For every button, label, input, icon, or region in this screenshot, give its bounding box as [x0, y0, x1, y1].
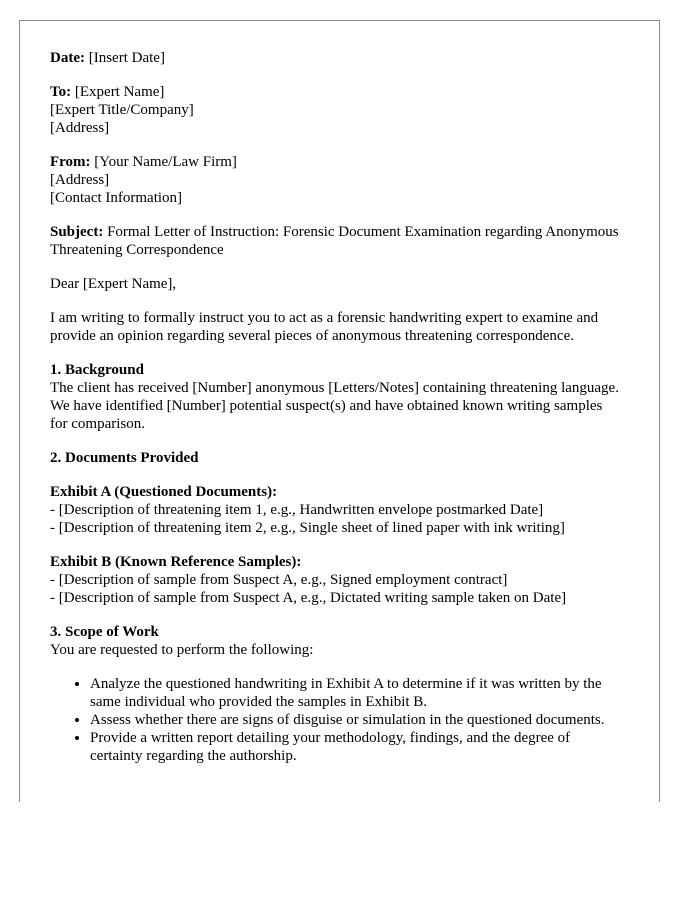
sender-block: [50, 153, 620, 207]
to-label: To:: [50, 84, 72, 100]
sender-contact: [Contact Information]: [50, 190, 183, 206]
exhibit-a-title: Exhibit A (Questioned Documents):: [50, 484, 278, 500]
scope-list-item: • Provide a written report detailing your methodology, findings, and the degree of certainty regarding the authorship.: [90, 729, 620, 765]
scope-intro: You are requested to perform the following:: [50, 642, 314, 658]
intro-paragraph: I am writing to formally instruct you to act as a forensic handwriting expert to examine and provide an opinion regarding several pieces of anonymous threatening correspondence.: [50, 310, 599, 344]
from-label: From:: [50, 154, 91, 170]
salutation: Dear [Expert Name],: [50, 276, 177, 292]
exhibit-b-section: [50, 553, 620, 607]
background-text: The client has received [Number] anonymous [Letters/Notes] containing threatening language. We have identified [Number] potential suspect(s) and have obtained known writing samples for comparison.: [50, 380, 619, 432]
exhibit-b-title: Exhibit B (Known Reference Samples):: [50, 554, 302, 570]
scope-list: [50, 675, 620, 765]
letter-page: [19, 20, 660, 802]
recipient-address: [Address]: [50, 120, 110, 136]
subject-label: Subject:: [50, 224, 104, 240]
recipient-block: [50, 83, 620, 137]
recipient-title: [Expert Title/Company]: [50, 102, 194, 118]
sender-address: [Address]: [50, 172, 110, 188]
exhibit-a-item: - [Description of threatening item 2, e.g., Single sheet of lined paper with ink writing]: [50, 520, 565, 536]
exhibit-b-item: - [Description of sample from Suspect A, e.g., Dictated writing sample taken on Date]: [50, 590, 567, 606]
subject-value: Formal Letter of Instruction: Forensic Document Examination regarding Anonymous Threatening Correspondence: [50, 224, 619, 258]
date-label: Date:: [50, 50, 85, 66]
background-section: [50, 361, 620, 433]
exhibit-b-item: - [Description of sample from Suspect A, e.g., Signed employment contract]: [50, 572, 508, 588]
documents-title: 2. Documents Provided: [50, 450, 199, 466]
subject-line: [50, 223, 620, 259]
scope-list-item: • Analyze the questioned handwriting in Exhibit A to determine if it was written by the same individual who provided the samples in Exhibit B.: [90, 675, 620, 711]
letter-content: [50, 49, 620, 765]
scope-list-item: • Assess whether there are signs of disguise or simulation in the questioned documents.: [90, 711, 620, 729]
exhibit-a-item: - [Description of threatening item 1, e.g., Handwritten envelope postmarked Date]: [50, 502, 544, 518]
scope-title: 3. Scope of Work: [50, 624, 159, 640]
scope-section: [50, 623, 620, 765]
date-value: [Insert Date]: [88, 50, 165, 66]
recipient-name-line: [50, 83, 620, 101]
recipient-name: [Expert Name]: [74, 84, 165, 100]
date-line: [50, 49, 620, 67]
background-title: 1. Background: [50, 362, 144, 378]
sender-name: [Your Name/Law Firm]: [94, 154, 237, 170]
sender-name-line: [50, 153, 620, 171]
exhibit-a-section: [50, 483, 620, 537]
